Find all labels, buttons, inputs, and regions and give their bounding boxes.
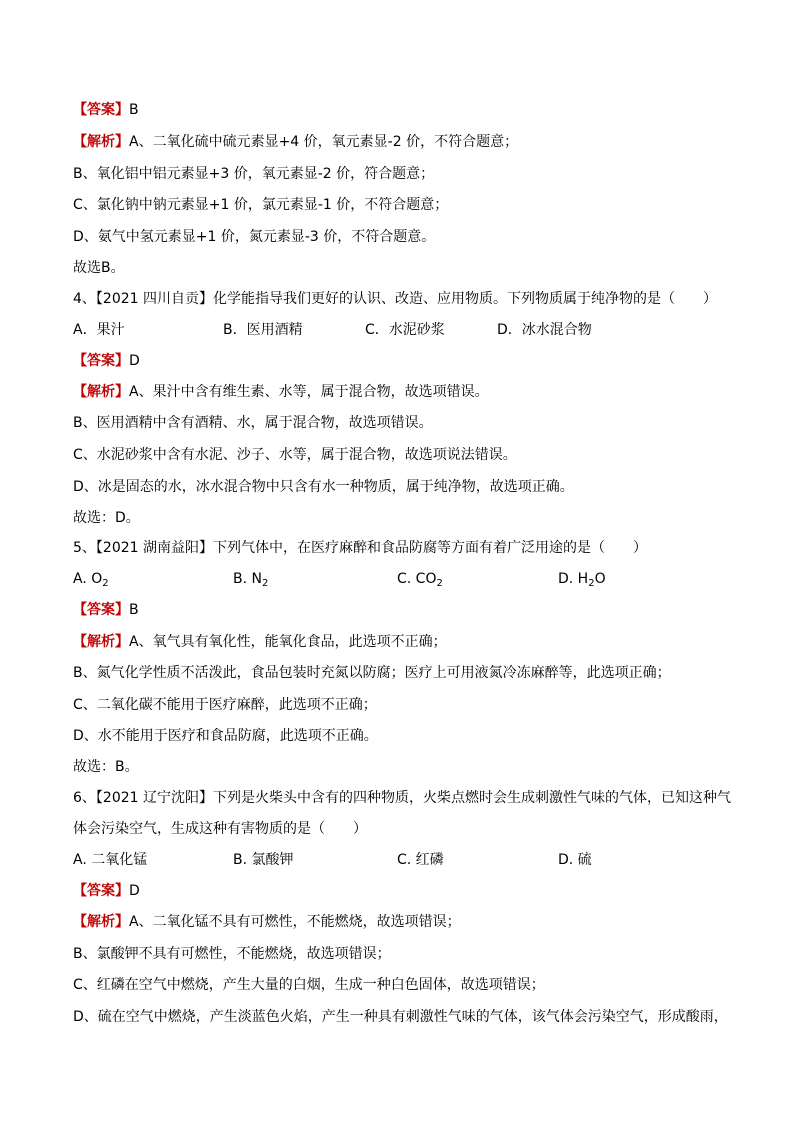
question-number: 4、 <box>73 291 96 307</box>
option-a: A．果汁 <box>73 322 125 338</box>
analysis-line: D、冰是固态的水，冰水混合物中只含有水一种物质，属于纯净物，故选项正确。 <box>73 479 574 495</box>
analysis-line: C、二氧化碳不能用于医疗麻醉，此选项不正确； <box>73 697 377 713</box>
analysis-text: A、二氧化硫中硫元素显+4 价，氧元素显-2 价，不符合题意； <box>129 134 519 150</box>
conclusion-line: 故选：B。 <box>73 759 139 775</box>
question-4-stem <box>73 290 754 308</box>
option-d: D. 硫 <box>558 852 592 868</box>
analysis-tag: 【解析】 <box>73 134 129 150</box>
option-d-suffix: O <box>594 571 606 587</box>
option-a-formula: A. O <box>73 571 103 587</box>
option-d: D．冰水混合物 <box>497 322 592 338</box>
analysis-line: D、氨气中氢元素显+1 价，氮元素显-3 价，不符合题意。 <box>73 229 436 245</box>
analysis-line: C、氯化钠中钠元素显+1 价，氯元素显-1 价，不符合题意； <box>73 197 449 213</box>
question-text: 下列是火柴头中含有的四种物质，火柴点燃时会生成刺激性气味的气体，已知这种气 <box>213 790 732 806</box>
option-c <box>397 570 558 588</box>
analysis-line: D、硫在空气中燃烧，产生淡蓝色火焰，产生一种具有刺激性气味的气体，该气体会污染空气，形成酸雨， <box>73 1009 728 1025</box>
analysis-line: C、水泥砂浆中含有水泥、沙子、水等，属于混合物，故选项说法错误。 <box>73 447 517 463</box>
analysis-line: B、医用酒精中含有酒精、水，属于混合物，故选项错误。 <box>73 415 433 431</box>
option-c: C．水泥砂浆 <box>365 322 445 338</box>
question-source: 【2021 辽宁沈阳】 <box>95 790 214 806</box>
option-c-subscript: 2 <box>436 578 443 589</box>
answer-line <box>73 101 754 119</box>
answer-value: B <box>129 102 139 118</box>
option-a <box>73 570 233 588</box>
option-b: B．医用酒精 <box>223 322 303 338</box>
question-text: 化学能指导我们更好的认识、改造、应用物质。下列物质属于纯净物的是（ ） <box>213 291 718 307</box>
analysis-line <box>73 383 754 401</box>
option-d <box>558 570 606 588</box>
answer-value: D <box>129 353 140 369</box>
answer-tag: 【答案】 <box>73 353 129 369</box>
question-5-options <box>73 570 754 588</box>
analysis-line: B、氯酸钾不具有可燃性，不能燃烧，故选项错误； <box>73 946 391 962</box>
question-6-options <box>73 851 754 869</box>
question-5-stem <box>73 539 754 557</box>
answer-tag: 【答案】 <box>73 102 129 118</box>
analysis-text: A、二氧化锰不具有可燃性，不能燃烧，故选项错误； <box>129 914 461 930</box>
option-b-subscript: 2 <box>261 578 269 589</box>
option-b: B. 氯酸钾 <box>233 852 294 868</box>
analysis-text: A、氧气具有氧化性，能氧化食品，此选项不正确； <box>129 634 447 650</box>
question-6-stem-continued: 体会污染空气，生成这种有害物质的是（ ） <box>73 821 367 837</box>
analysis-line: B、氮气化学性质不活泼此，食品包装时充氮以防腐；医疗上可用液氮冷冻麻醉等，此选项正确； <box>73 665 671 681</box>
option-b-formula: B. N <box>233 571 262 587</box>
question-source: 【2021 四川自贡】 <box>95 291 214 307</box>
analysis-line <box>73 913 754 931</box>
question-6-stem <box>73 789 754 807</box>
question-4-options <box>73 321 754 339</box>
question-text: 下列气体中，在医疗麻醉和食品防腐等方面有着广泛用途的是（ ） <box>213 540 648 556</box>
option-d-formula: D. H <box>558 571 589 587</box>
answer-line <box>73 352 754 370</box>
analysis-line <box>73 633 754 651</box>
analysis-line: B、氧化铝中铝元素显+3 价，氧元素显-2 价，符合题意； <box>73 166 435 182</box>
question-number: 6、 <box>73 790 96 806</box>
question-number: 5、 <box>73 540 96 556</box>
analysis-line: C、红磷在空气中燃烧，产生大量的白烟，生成一种白色固体，故选项错误； <box>73 977 545 993</box>
analysis-tag: 【解析】 <box>73 634 129 650</box>
option-b <box>233 570 397 588</box>
option-a: A. 二氧化锰 <box>73 852 148 868</box>
analysis-tag: 【解析】 <box>73 384 129 400</box>
answer-tag: 【答案】 <box>73 883 129 899</box>
option-c: C. 红磷 <box>397 852 444 868</box>
answer-line <box>73 601 754 619</box>
conclusion-line: 故选B。 <box>73 260 125 276</box>
option-a-subscript: 2 <box>102 578 109 589</box>
answer-line <box>73 882 754 900</box>
option-c-formula: C. CO <box>397 571 437 587</box>
analysis-text: A、果汁中含有维生素、水等，属于混合物，故选项错误。 <box>129 384 489 400</box>
analysis-line: D、水不能用于医疗和食品防腐，此选项不正确。 <box>73 728 378 744</box>
answer-value: B <box>129 602 139 618</box>
question-source: 【2021 湖南益阳】 <box>95 540 214 556</box>
analysis-line <box>73 133 754 151</box>
analysis-tag: 【解析】 <box>73 914 129 930</box>
conclusion-line: 故选：D。 <box>73 510 140 526</box>
answer-value: D <box>129 883 140 899</box>
answer-tag: 【答案】 <box>73 602 129 618</box>
option-d-subscript: 2 <box>588 578 595 589</box>
